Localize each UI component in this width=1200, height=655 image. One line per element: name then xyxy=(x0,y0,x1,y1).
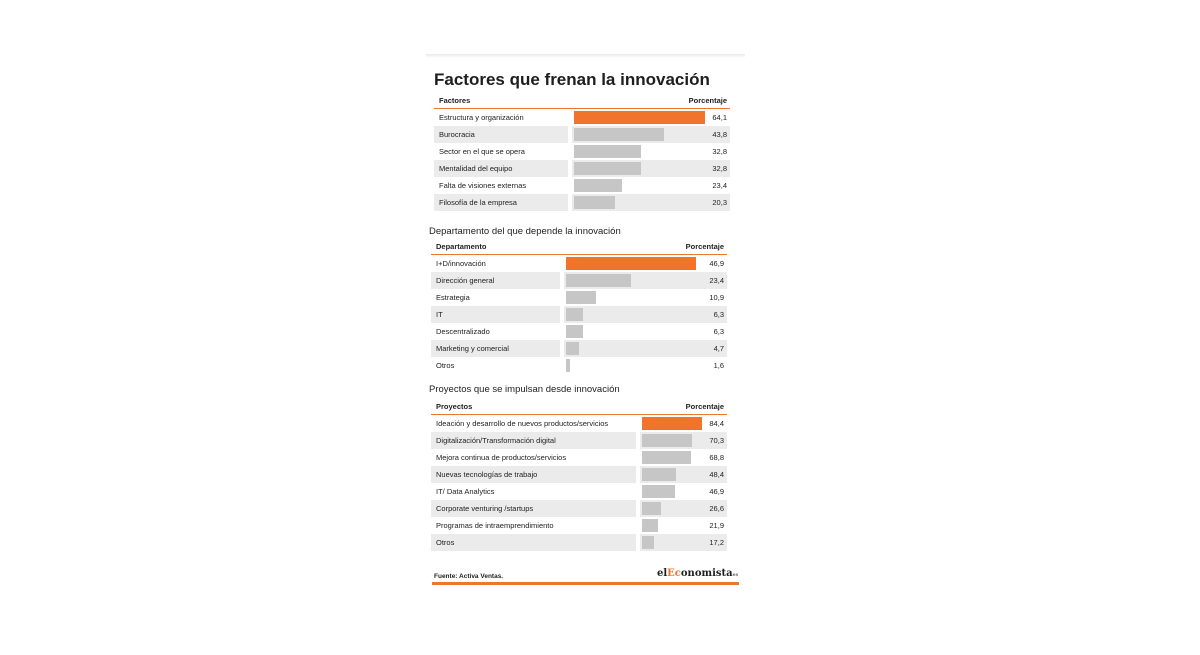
table-row xyxy=(431,357,727,374)
bar xyxy=(642,451,691,464)
bar xyxy=(574,162,641,175)
bar xyxy=(642,502,661,515)
bar xyxy=(642,485,675,498)
value-label: 46,9 xyxy=(709,487,724,496)
value-label: 17,2 xyxy=(709,538,724,547)
table-row xyxy=(431,272,727,289)
value-label: 6,3 xyxy=(713,310,724,319)
value-label: 43,8 xyxy=(712,130,727,139)
source-note: Fuente: Activa Ventas. xyxy=(434,573,504,580)
bar-highlight xyxy=(566,257,696,270)
header-value: Porcentaje xyxy=(685,242,724,251)
header-value: Porcentaje xyxy=(685,402,724,411)
table-row xyxy=(431,340,727,357)
bar xyxy=(642,536,654,549)
logo-accent: Ec xyxy=(667,568,681,579)
category-label: IT xyxy=(436,310,443,319)
section-subtitle: Proyectos que se impulsan desde innovación xyxy=(429,384,620,395)
table-header xyxy=(434,95,730,109)
bar xyxy=(566,325,583,338)
category-label: I+D/innovación xyxy=(436,259,486,268)
bar xyxy=(574,179,622,192)
logo-suffix: es xyxy=(732,572,739,578)
table-row xyxy=(434,126,730,143)
category-label: Filosofía de la empresa xyxy=(439,198,517,207)
value-label: 64,1 xyxy=(712,113,727,122)
row-shade xyxy=(431,306,560,323)
category-label: Otros xyxy=(436,361,455,370)
bar xyxy=(574,145,641,158)
bar xyxy=(574,128,664,141)
bar xyxy=(566,342,579,355)
header-value: Porcentaje xyxy=(688,96,727,105)
category-label: Nuevas tecnologías de trabajo xyxy=(436,470,538,479)
value-label: 68,8 xyxy=(709,453,724,462)
category-label: Digitalización/Transformación digital xyxy=(436,436,556,445)
category-label: Dirección general xyxy=(436,276,495,285)
value-label: 10,9 xyxy=(709,293,724,302)
category-label: Burocracia xyxy=(439,130,475,139)
value-label: 21,9 xyxy=(709,521,724,530)
value-label: 23,4 xyxy=(709,276,724,285)
value-label: 23,4 xyxy=(712,181,727,190)
table-row xyxy=(431,323,727,340)
category-label: Marketing y comercial xyxy=(436,344,509,353)
category-label: Descentralizado xyxy=(436,327,490,336)
value-label: 26,6 xyxy=(709,504,724,513)
table-row xyxy=(434,109,730,126)
value-label: 1,6 xyxy=(713,361,724,370)
category-label: Otros xyxy=(436,538,455,547)
category-label: Programas de intraemprendimiento xyxy=(436,521,554,530)
value-label: 6,3 xyxy=(713,327,724,336)
header-label: Proyectos xyxy=(436,402,473,411)
brand-logo xyxy=(657,568,738,579)
bar-highlight xyxy=(574,111,705,124)
table-row xyxy=(431,449,727,466)
logo-pre: el xyxy=(657,568,668,579)
table-row xyxy=(434,177,730,194)
bar xyxy=(642,468,676,481)
logo-post: onomista xyxy=(680,568,733,579)
table-row xyxy=(434,194,730,211)
table-row xyxy=(431,500,727,517)
table-row xyxy=(431,466,727,483)
table-row xyxy=(434,160,730,177)
table-row xyxy=(431,517,727,534)
table-row xyxy=(431,415,727,432)
table-row xyxy=(431,483,727,500)
bar-highlight xyxy=(642,417,702,430)
category-label: Falta de visiones externas xyxy=(439,181,527,190)
row-shade xyxy=(564,340,727,357)
category-label: Mentalidad del equipo xyxy=(439,164,513,173)
table-header xyxy=(431,401,727,415)
category-label: Estrategia xyxy=(436,293,470,302)
row-shade xyxy=(564,306,727,323)
value-label: 32,8 xyxy=(712,164,727,173)
header-label: Factores xyxy=(439,96,471,105)
category-label: Ideación y desarrollo de nuevos productos/servicios xyxy=(436,419,609,428)
footer-accent-line xyxy=(432,582,739,585)
value-label: 48,4 xyxy=(709,470,724,479)
table-row xyxy=(431,432,727,449)
infographic-card xyxy=(426,54,745,592)
category-label: Corporate venturing /startups xyxy=(436,504,534,513)
table-row xyxy=(431,534,727,551)
bar xyxy=(566,274,631,287)
top-divider xyxy=(426,54,745,58)
table-row xyxy=(431,289,727,306)
table-row xyxy=(431,255,727,272)
bar xyxy=(642,519,658,532)
value-label: 20,3 xyxy=(712,198,727,207)
value-label: 84,4 xyxy=(709,419,724,428)
bar xyxy=(566,308,583,321)
table-header xyxy=(431,241,727,255)
value-label: 4,7 xyxy=(713,344,724,353)
header-label: Departamento xyxy=(436,242,487,251)
value-label: 46,9 xyxy=(709,259,724,268)
category-label: Mejora continua de productos/servicios xyxy=(436,453,567,462)
category-label: IT/ Data Analytics xyxy=(436,487,495,496)
table-row xyxy=(431,306,727,323)
value-label: 70,3 xyxy=(709,436,724,445)
category-label: Estructura y organización xyxy=(439,113,524,122)
value-label: 32,8 xyxy=(712,147,727,156)
category-label: Sector en el que se opera xyxy=(439,147,525,156)
bar xyxy=(566,359,570,372)
bar xyxy=(574,196,615,209)
bar xyxy=(566,291,596,304)
table-row xyxy=(434,143,730,160)
row-shade xyxy=(431,534,636,551)
section-subtitle: Departamento del que depende la innovación xyxy=(429,226,621,237)
bar xyxy=(642,434,692,447)
chart-title: Factores que frenan la innovación xyxy=(434,70,710,89)
